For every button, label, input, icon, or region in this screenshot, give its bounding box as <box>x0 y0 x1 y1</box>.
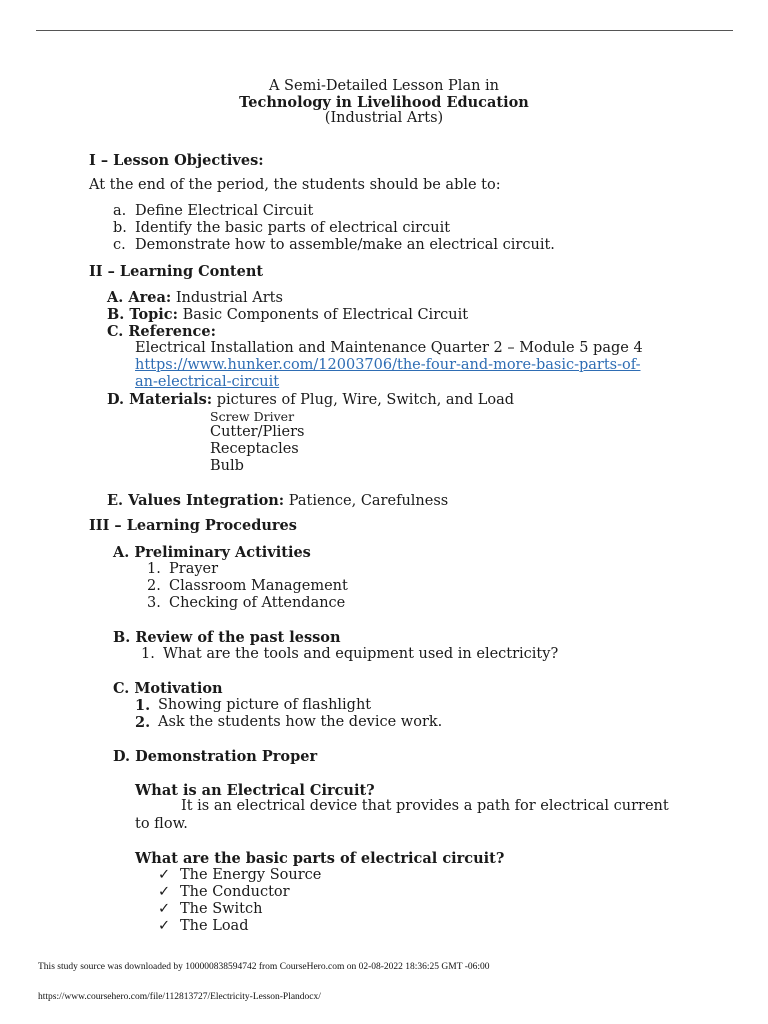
motivation-item: Showing picture of flashlight <box>158 697 372 713</box>
objective-marker: a. <box>113 203 127 219</box>
prelim-heading: A. Preliminary Activities <box>113 544 311 561</box>
prelim-item: Classroom Management <box>169 578 348 594</box>
topic-value: Basic Components of Electrical Circuit <box>182 307 469 323</box>
reference-link-line-2[interactable]: an-electrical-circuit <box>135 374 280 390</box>
material-item: Screw Driver <box>210 409 295 424</box>
area-value: Industrial Arts <box>175 290 283 306</box>
review-item: What are the tools and equipment used in electricity? <box>163 646 559 662</box>
objectives-heading: I – Lesson Objectives: <box>89 152 264 169</box>
checkmark-icon: ✓ <box>158 918 171 934</box>
material-item: Bulb <box>210 458 244 474</box>
review-marker: 1. <box>141 646 155 662</box>
topic-row <box>107 306 468 324</box>
materials-label: D. Materials: <box>107 391 213 408</box>
area-label: A. Area: <box>107 289 172 306</box>
demo-heading: D. Demonstration Proper <box>113 748 318 765</box>
prelim-marker: 3. <box>147 595 161 611</box>
title-line-2: Technology in Livelihood Education <box>239 94 529 111</box>
content-heading: II – Learning Content <box>89 263 264 280</box>
objective-item: Demonstrate how to assemble/make an electrical circuit. <box>135 237 555 253</box>
part-item: ✓ The Load <box>158 918 249 934</box>
values-label: E. Values Integration: <box>107 492 285 509</box>
prelim-marker: 1. <box>147 561 161 577</box>
prelim-item: Prayer <box>169 561 219 577</box>
answer-line-1: It is an electrical device that provides a path for electrical current <box>181 798 669 814</box>
title-line-1: A Semi-Detailed Lesson Plan in <box>268 78 500 94</box>
materials-first: pictures of Plug, Wire, Switch, and Load <box>216 392 515 408</box>
part-item: ✓ The Switch <box>158 901 263 917</box>
motivation-heading: C. Motivation <box>113 680 223 697</box>
checkmark-icon: ✓ <box>158 901 171 917</box>
objective-item: Identify the basic parts of electrical circuit <box>135 220 451 236</box>
top-rule <box>36 30 733 31</box>
question-what-is-circuit: What is an Electrical Circuit? <box>135 782 375 799</box>
download-source-note: This study source was downloaded by 100000838594742 from CourseHero.com on 02-08-2022 18:36:25 GMT -06:00 <box>38 962 490 972</box>
motivation-item: Ask the students how the device work. <box>158 714 443 730</box>
question-basic-parts: What are the basic parts of electrical circuit? <box>135 850 505 867</box>
review-heading: B. Review of the past lesson <box>113 629 341 646</box>
motivation-marker: 2. <box>135 714 151 731</box>
part-item: ✓ The Energy Source <box>158 867 322 883</box>
procedures-heading: III – Learning Procedures <box>89 517 297 534</box>
prelim-marker: 2. <box>147 578 161 594</box>
material-item: Cutter/Pliers <box>210 424 305 440</box>
values-value: Patience, Carefulness <box>288 493 449 509</box>
title-line-3: (Industrial Arts) <box>324 110 444 126</box>
part-item: ✓ The Conductor <box>158 884 290 900</box>
objectives-intro: At the end of the period, the students should be able to: <box>89 177 501 193</box>
material-item: Receptacles <box>210 441 299 457</box>
area-row <box>107 289 283 307</box>
reference-label: C. Reference: <box>107 323 216 340</box>
footer-url[interactable]: https://www.coursehero.com/file/112813727/Electricity-Lesson-Plandocx/ <box>38 992 321 1002</box>
objective-marker: c. <box>113 237 126 253</box>
topic-label: B. Topic: <box>107 306 178 323</box>
values-row <box>107 492 448 510</box>
motivation-marker: 1. <box>135 697 151 714</box>
objective-item: Define Electrical Circuit <box>135 203 314 219</box>
checkmark-icon: ✓ <box>158 884 171 900</box>
answer-line-2: to flow. <box>135 816 188 832</box>
prelim-item: Checking of Attendance <box>169 595 346 611</box>
reference-text: Electrical Installation and Maintenance Quarter 2 – Module 5 page 4 <box>135 340 643 356</box>
reference-link-line-1[interactable]: https://www.hunker.com/12003706/the-four-and-more-basic-parts-of- <box>135 357 641 373</box>
materials-row <box>107 391 514 409</box>
checkmark-icon: ✓ <box>158 867 171 883</box>
objective-marker: b. <box>113 220 127 236</box>
